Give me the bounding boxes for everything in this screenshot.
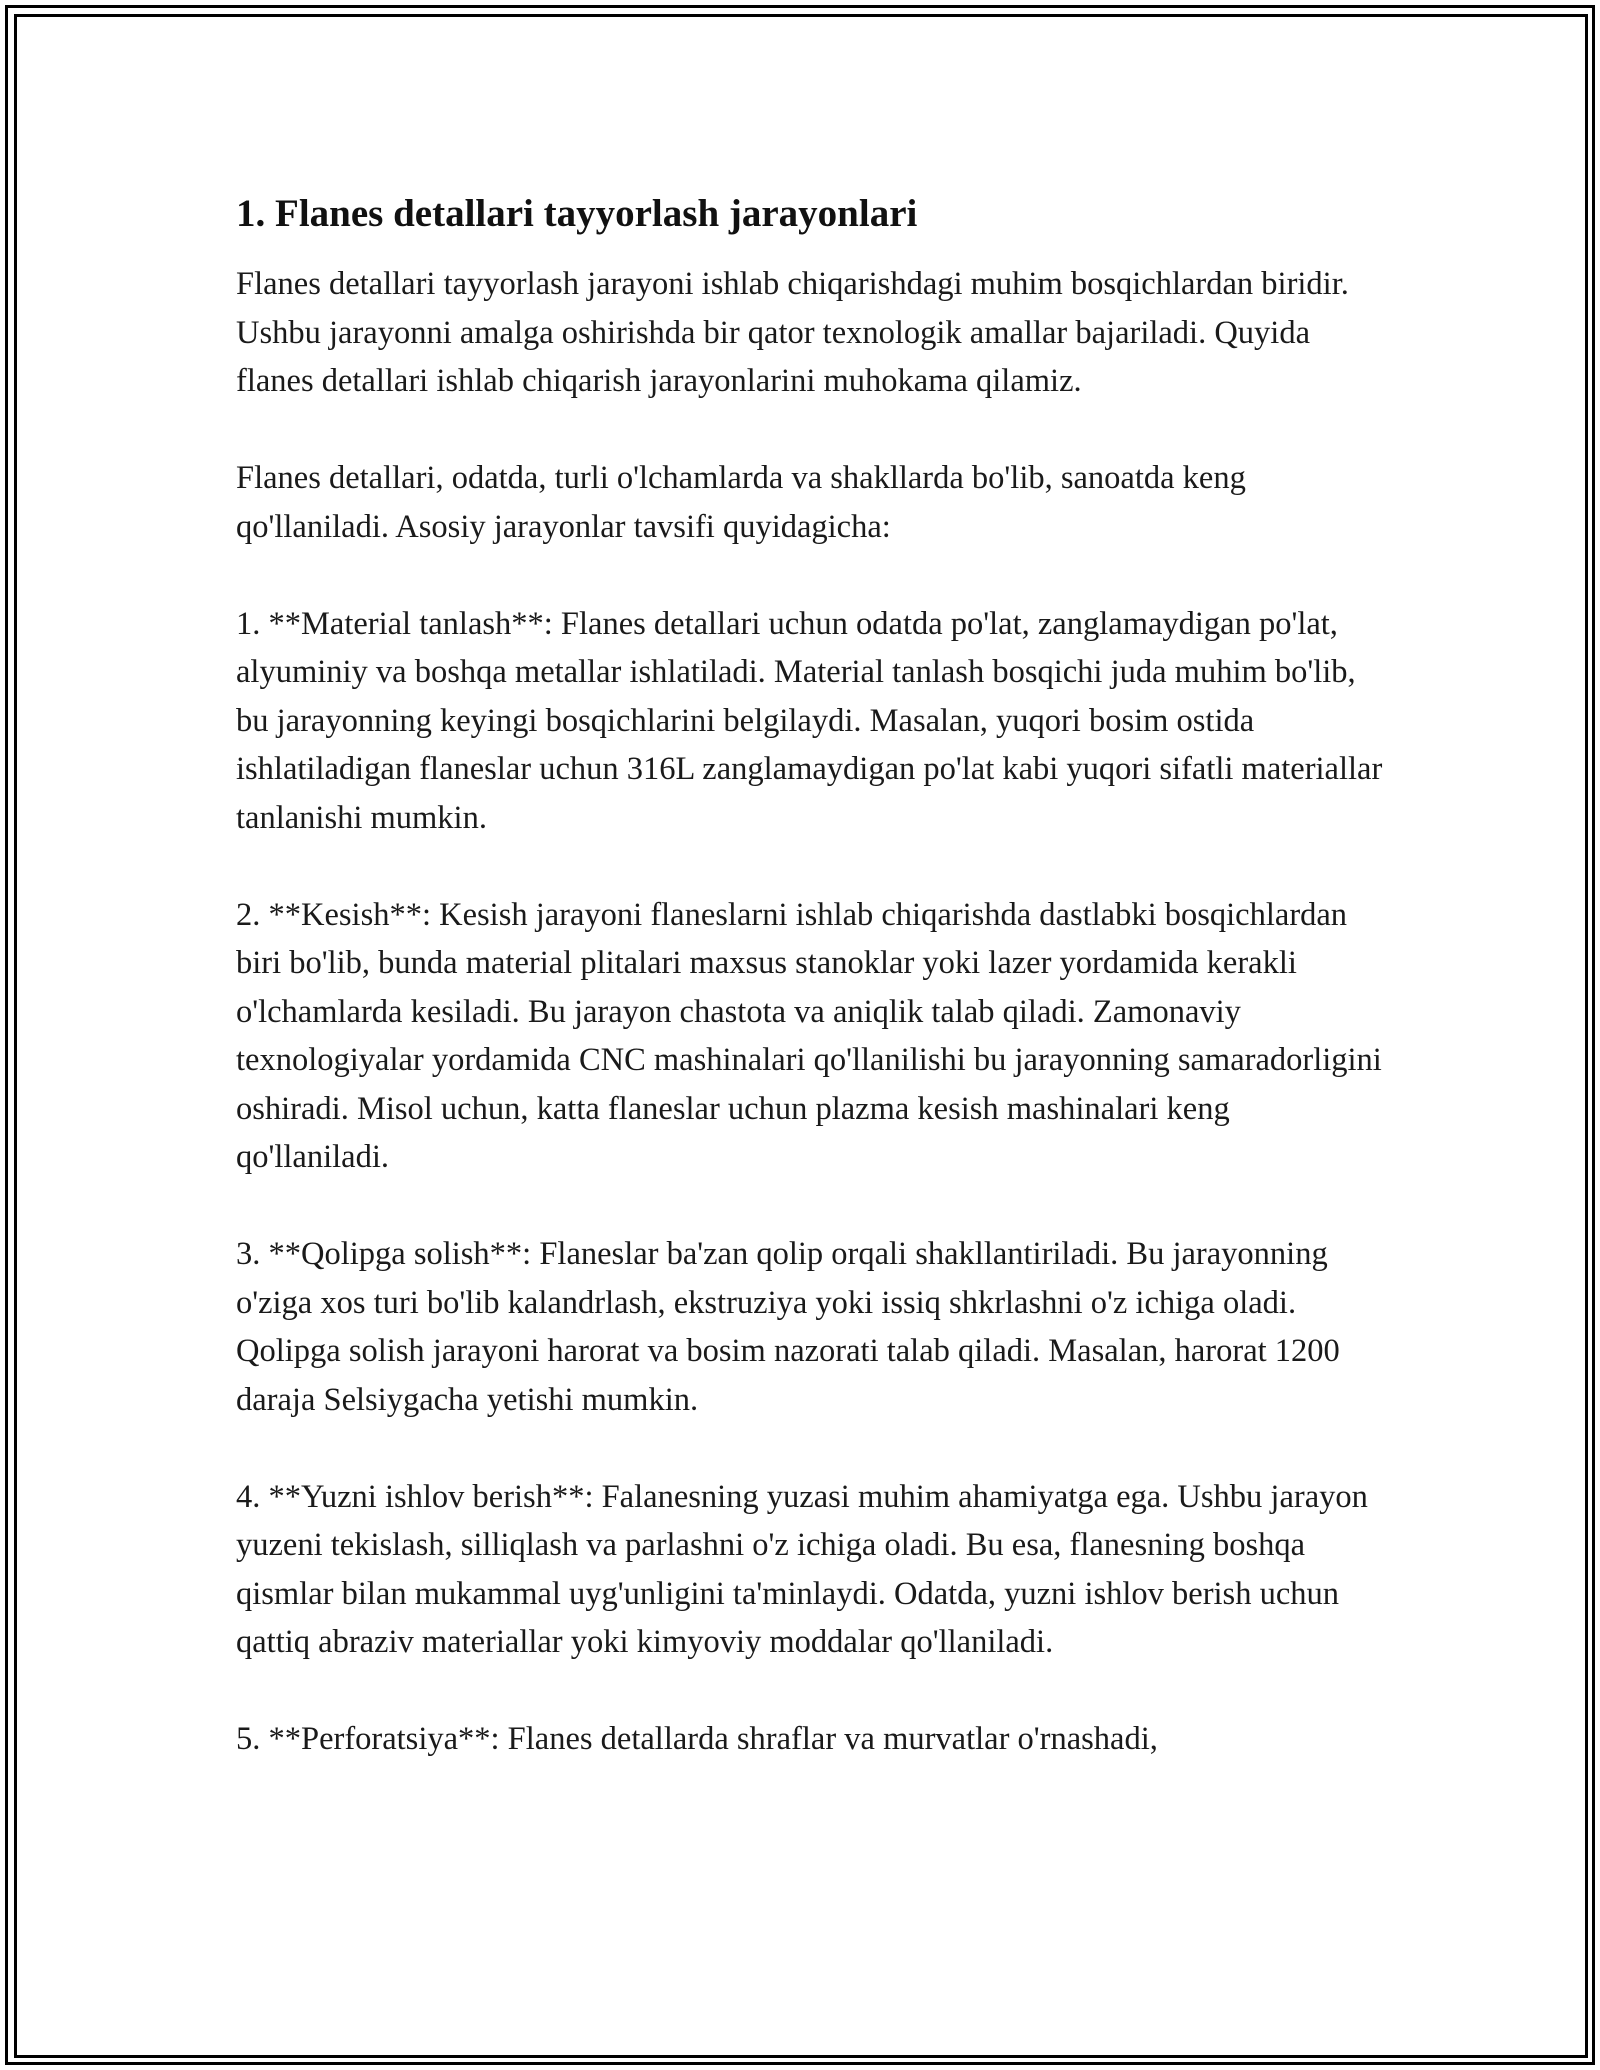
- step-surface-finishing: 4. **Yuzni ishlov berish**: Falanesning yuzasi muhim ahamiyatga ega. Ushbu jarayon yuzeni tekislash, silliqlash va parlashni o'z ichiga oladi. Bu esa, flanesning boshqa qismlar bilan mukammal uyg'unligini ta'minlaydi. Odatda, yuzni ishlov berish uchun qattiq abraziv materiallar yoki kimyoviy moddalar qo'llaniladi.: [236, 1478, 1368, 1660]
- intro-paragraph: Flanes detallari tayyorlash jarayoni ishlab chiqarishdagi muhim bosqichlardan biridir. Ushbu jarayonni amalga oshirishda bir qator texnologik amallar bajariladi. Quyida flanes detallari ishlab chiqarish jarayonlarini muhokama qilamiz.: [236, 266, 1349, 399]
- document-title: 1. Flanes detallari tayyorlash jarayonlari: [236, 192, 918, 235]
- step-material-selection: 1. **Material tanlash**: Flanes detallari uchun odatda po'lat, zanglamaydigan po'lat, alyuminiy va boshqa metallar ishlatiladi. Material tanlash bosqichi juda muhim bo'lib, bu jarayonning keyingi bosqichlarini belgilaydi. Masalan, yuqori bosim ostida ishlatiladigan flaneslar uchun 316L zanglamaydigan po'lat kabi yuqori sifatli materiallar tanlanishi mumkin.: [236, 605, 1383, 836]
- document-body: [236, 188, 1386, 1764]
- overview-paragraph: Flanes detallari, odatda, turli o'lchamlarda va shakllarda bo'lib, sanoatda keng qo'llaniladi. Asosiy jarayonlar tavsifi quyidagicha:: [236, 460, 1246, 545]
- step-perforation: 5. **Perforatsiya**: Flanes detallarda shraflar va murvatlar o'rnashadi,: [236, 1721, 1158, 1757]
- step-molding: 3. **Qolipga solish**: Flaneslar ba'zan qolip orqali shakllantiriladi. Bu jarayonning o'ziga xos turi bo'lib kalandrlash, ekstruziya yoki issiq shkrlashni o'z ichiga oladi. Qolipga solish jarayoni harorat va bosim nazorati talab qiladi. Masalan, harorat 1200 daraja Selsiygacha yetishi mumkin.: [236, 1236, 1340, 1418]
- step-cutting: 2. **Kesish**: Kesish jarayoni flaneslarni ishlab chiqarishda dastlabki bosqichlardan biri bo'lib, bunda material plitalari maxsus stanoklar yoki lazer yordamida kerakli o'lchamlarda kesiladi. Bu jarayon chastota va aniqlik talab qiladi. Zamonaviy texnologiyalar yordamida CNC mashinalari qo'llanilishi bu jarayonning samaradorligini oshiradi. Misol uchun, katta flaneslar uchun plazma kesish mashinalari keng qo'llaniladi.: [236, 896, 1382, 1175]
